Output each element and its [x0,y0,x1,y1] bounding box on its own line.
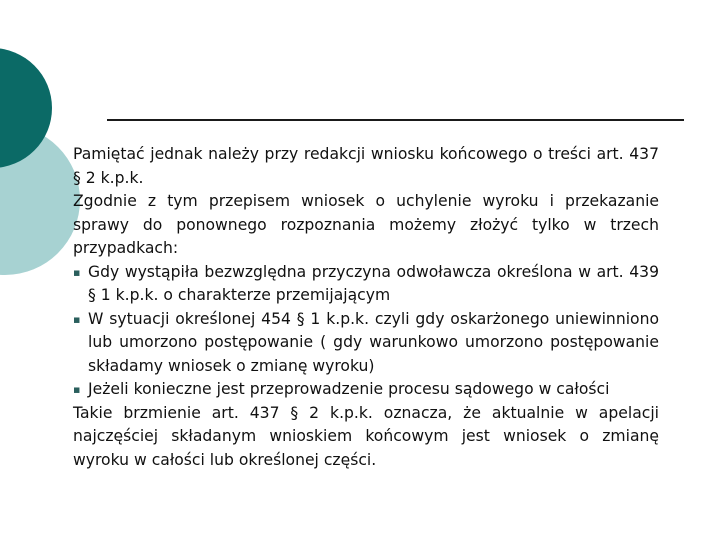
list-item-text: Gdy wystąpiła bezwzględna przyczyna odwoławcza określona w art. 439 § 1 k.p.k. o charakterze przemijającym [88,262,659,304]
list-item-absolute-cause [73,261,659,308]
list-item-acquittal [73,308,659,379]
list-item-full-trial [73,378,659,402]
bullet-icon: ▪ [73,383,81,396]
title-divider [107,119,684,121]
bullet-icon: ▪ [73,312,81,326]
decorative-circles [0,0,80,300]
paragraph-intro: Pamiętać jednak należy przy redakcji wniosku końcowego o treści art. 437 § 2 k.p.k. [73,145,659,187]
bullet-icon: ▪ [73,265,81,279]
list-item-text: Jeżeli konieczne jest przeprowadzenie procesu sądowego w całości [88,380,610,398]
list-item-text: W sytuacji określonej 454 § 1 k.p.k. czyli gdy oskarżonego uniewinniono lub umorzono postępowanie ( gdy warunkowo umorzono postępowanie składamy wniosek o zmianę wyroku) [88,309,659,375]
slide-body [73,143,659,472]
paragraph-provision: Zgodnie z tym przepisem wniosek o uchylenie wyroku i przekazanie sprawy do ponownego rozpoznania możemy złożyć tylko w trzech przypadkach: [73,192,659,257]
paragraph-closing: Takie brzmienie art. 437 § 2 k.p.k. oznacza, że aktualnie w apelacji najczęściej składanym wnioskiem końcowym jest wniosek o zmianę wyroku w całości lub określonej części. [73,403,659,469]
